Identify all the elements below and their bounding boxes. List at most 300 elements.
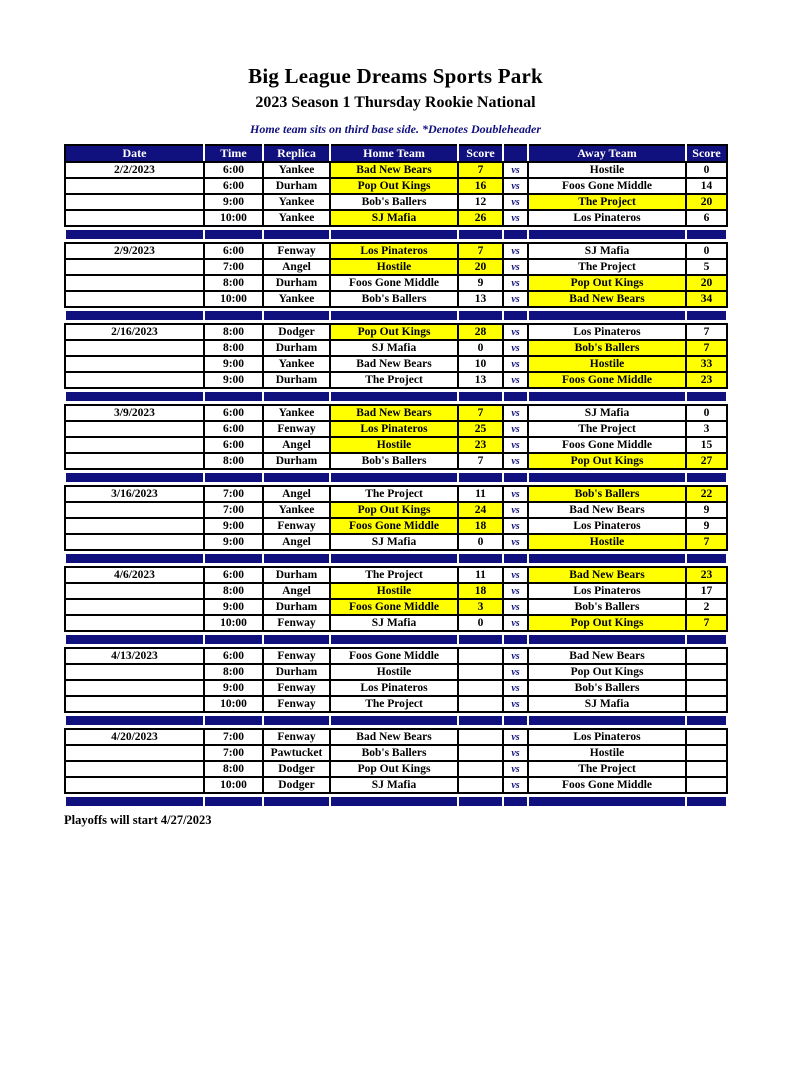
separator-bar bbox=[331, 554, 457, 563]
game-row bbox=[65, 583, 727, 599]
home-team-cell: Hostile bbox=[330, 259, 458, 275]
separator-row bbox=[65, 469, 727, 486]
away-team-cell: Bad New Bears bbox=[528, 291, 686, 307]
home-score-cell: 12 bbox=[458, 194, 503, 210]
home-team-cell: Bad New Bears bbox=[330, 729, 458, 745]
separator-bar bbox=[459, 554, 502, 563]
separator-row bbox=[65, 712, 727, 729]
header-vs bbox=[503, 145, 528, 162]
date-cell bbox=[65, 259, 204, 275]
date-cell bbox=[65, 502, 204, 518]
separator-cell bbox=[204, 631, 263, 648]
away-team-cell: Los Pinateros bbox=[528, 583, 686, 599]
separator-bar bbox=[504, 392, 527, 401]
schedule-table bbox=[64, 144, 728, 809]
home-team-cell: Foos Gone Middle bbox=[330, 518, 458, 534]
home-score-cell bbox=[458, 729, 503, 745]
vs-cell: vs bbox=[503, 583, 528, 599]
separator-cell bbox=[65, 307, 204, 324]
away-team-cell: Hostile bbox=[528, 534, 686, 550]
date-cell: 3/9/2023 bbox=[65, 405, 204, 421]
away-score-cell: 27 bbox=[686, 453, 727, 469]
date-cell bbox=[65, 194, 204, 210]
date-cell: 4/6/2023 bbox=[65, 567, 204, 583]
separator-bar bbox=[264, 473, 329, 482]
separator-bar bbox=[264, 635, 329, 644]
away-score-cell bbox=[686, 729, 727, 745]
date-cell: 4/13/2023 bbox=[65, 648, 204, 664]
home-team-cell: Los Pinateros bbox=[330, 680, 458, 696]
replica-cell: Yankee bbox=[263, 502, 330, 518]
separator-bar bbox=[205, 473, 262, 482]
home-score-cell: 24 bbox=[458, 502, 503, 518]
time-cell: 7:00 bbox=[204, 729, 263, 745]
separator-cell bbox=[204, 388, 263, 405]
separator-bar bbox=[504, 230, 527, 239]
separator-cell bbox=[263, 226, 330, 243]
separator-bar bbox=[459, 230, 502, 239]
schedule-note: Home team sits on third base side. *Denotes Doubleheader bbox=[250, 122, 541, 136]
vs-cell: vs bbox=[503, 518, 528, 534]
separator-bar bbox=[264, 554, 329, 563]
game-row bbox=[65, 729, 727, 745]
separator-bar bbox=[687, 392, 726, 401]
time-cell: 9:00 bbox=[204, 356, 263, 372]
away-team-cell: Hostile bbox=[528, 745, 686, 761]
separator-cell bbox=[686, 226, 727, 243]
date-cell bbox=[65, 615, 204, 631]
separator-cell bbox=[686, 550, 727, 567]
separator-bar bbox=[687, 797, 726, 806]
time-cell: 6:00 bbox=[204, 405, 263, 421]
away-score-cell bbox=[686, 696, 727, 712]
replica-cell: Yankee bbox=[263, 162, 330, 178]
separator-cell bbox=[528, 631, 686, 648]
home-score-cell bbox=[458, 761, 503, 777]
vs-cell: vs bbox=[503, 437, 528, 453]
time-cell: 8:00 bbox=[204, 761, 263, 777]
away-team-cell: Pop Out Kings bbox=[528, 664, 686, 680]
home-team-cell: Hostile bbox=[330, 583, 458, 599]
away-team-cell: SJ Mafia bbox=[528, 405, 686, 421]
separator-bar bbox=[331, 716, 457, 725]
date-cell bbox=[65, 356, 204, 372]
away-team-cell: Foos Gone Middle bbox=[528, 777, 686, 793]
away-score-cell: 7 bbox=[686, 340, 727, 356]
separator-bar bbox=[66, 473, 203, 482]
game-row bbox=[65, 502, 727, 518]
home-team-cell: SJ Mafia bbox=[330, 777, 458, 793]
home-team-cell: Bad New Bears bbox=[330, 405, 458, 421]
replica-cell: Dodger bbox=[263, 761, 330, 777]
vs-cell: vs bbox=[503, 599, 528, 615]
away-team-cell: Bob's Ballers bbox=[528, 486, 686, 502]
home-score-cell: 13 bbox=[458, 291, 503, 307]
away-score-cell: 34 bbox=[686, 291, 727, 307]
away-team-cell: Bad New Bears bbox=[528, 567, 686, 583]
away-score-cell: 7 bbox=[686, 534, 727, 550]
separator-bar bbox=[205, 716, 262, 725]
separator-bar bbox=[687, 716, 726, 725]
game-row bbox=[65, 210, 727, 226]
separator-cell bbox=[330, 388, 458, 405]
home-score-cell bbox=[458, 680, 503, 696]
vs-cell: vs bbox=[503, 356, 528, 372]
vs-cell: vs bbox=[503, 405, 528, 421]
separator-bar bbox=[331, 797, 457, 806]
game-row bbox=[65, 486, 727, 502]
separator-cell bbox=[65, 226, 204, 243]
away-score-cell bbox=[686, 745, 727, 761]
away-score-cell bbox=[686, 777, 727, 793]
home-score-cell: 23 bbox=[458, 437, 503, 453]
vs-cell: vs bbox=[503, 648, 528, 664]
game-row bbox=[65, 696, 727, 712]
date-cell bbox=[65, 340, 204, 356]
away-score-cell: 22 bbox=[686, 486, 727, 502]
separator-cell bbox=[528, 793, 686, 809]
home-team-cell: The Project bbox=[330, 567, 458, 583]
game-row bbox=[65, 453, 727, 469]
away-score-cell bbox=[686, 648, 727, 664]
date-cell bbox=[65, 761, 204, 777]
separator-cell bbox=[65, 631, 204, 648]
date-cell bbox=[65, 210, 204, 226]
separator-cell bbox=[458, 226, 503, 243]
away-team-cell: Foos Gone Middle bbox=[528, 178, 686, 194]
game-row bbox=[65, 405, 727, 421]
home-score-cell: 11 bbox=[458, 567, 503, 583]
home-score-cell bbox=[458, 777, 503, 793]
replica-cell: Pawtucket bbox=[263, 745, 330, 761]
game-row bbox=[65, 194, 727, 210]
time-cell: 6:00 bbox=[204, 421, 263, 437]
vs-cell: vs bbox=[503, 259, 528, 275]
date-cell bbox=[65, 534, 204, 550]
separator-cell bbox=[528, 388, 686, 405]
header-time: Time bbox=[204, 145, 263, 162]
vs-cell: vs bbox=[503, 324, 528, 340]
home-team-cell: Los Pinateros bbox=[330, 243, 458, 259]
replica-cell: Fenway bbox=[263, 615, 330, 631]
away-team-cell: Bad New Bears bbox=[528, 648, 686, 664]
away-team-cell: SJ Mafia bbox=[528, 696, 686, 712]
vs-cell: vs bbox=[503, 372, 528, 388]
time-cell: 6:00 bbox=[204, 243, 263, 259]
date-cell bbox=[65, 680, 204, 696]
home-team-cell: Pop Out Kings bbox=[330, 502, 458, 518]
home-score-cell bbox=[458, 664, 503, 680]
game-row bbox=[65, 340, 727, 356]
separator-bar bbox=[205, 797, 262, 806]
replica-cell: Durham bbox=[263, 340, 330, 356]
separator-bar bbox=[529, 716, 685, 725]
vs-cell: vs bbox=[503, 210, 528, 226]
game-row bbox=[65, 178, 727, 194]
away-team-cell: Foos Gone Middle bbox=[528, 437, 686, 453]
separator-cell bbox=[263, 712, 330, 729]
home-team-cell: Bob's Ballers bbox=[330, 745, 458, 761]
home-team-cell: SJ Mafia bbox=[330, 340, 458, 356]
away-score-cell: 7 bbox=[686, 324, 727, 340]
separator-cell bbox=[330, 793, 458, 809]
game-row bbox=[65, 761, 727, 777]
separator-bar bbox=[66, 230, 203, 239]
home-score-cell: 25 bbox=[458, 421, 503, 437]
away-score-cell: 17 bbox=[686, 583, 727, 599]
game-row bbox=[65, 615, 727, 631]
separator-bar bbox=[66, 311, 203, 320]
separator-cell bbox=[458, 388, 503, 405]
home-score-cell bbox=[458, 696, 503, 712]
vs-cell: vs bbox=[503, 729, 528, 745]
separator-cell bbox=[204, 226, 263, 243]
time-cell: 6:00 bbox=[204, 648, 263, 664]
separator-bar bbox=[504, 473, 527, 482]
separator-cell bbox=[263, 307, 330, 324]
vs-cell: vs bbox=[503, 745, 528, 761]
home-score-cell: 18 bbox=[458, 583, 503, 599]
away-score-cell: 5 bbox=[686, 259, 727, 275]
separator-bar bbox=[504, 797, 527, 806]
time-cell: 8:00 bbox=[204, 664, 263, 680]
away-team-cell: Pop Out Kings bbox=[528, 453, 686, 469]
home-team-cell: The Project bbox=[330, 486, 458, 502]
replica-cell: Yankee bbox=[263, 291, 330, 307]
page-title: Big League Dreams Sports Park bbox=[248, 64, 543, 88]
separator-bar bbox=[205, 392, 262, 401]
away-score-cell: 0 bbox=[686, 243, 727, 259]
replica-cell: Fenway bbox=[263, 518, 330, 534]
date-cell bbox=[65, 421, 204, 437]
separator-cell bbox=[204, 793, 263, 809]
home-team-cell: Pop Out Kings bbox=[330, 324, 458, 340]
home-score-cell: 7 bbox=[458, 453, 503, 469]
vs-cell: vs bbox=[503, 761, 528, 777]
away-score-cell: 20 bbox=[686, 275, 727, 291]
replica-cell: Fenway bbox=[263, 729, 330, 745]
separator-cell bbox=[503, 550, 528, 567]
home-score-cell: 16 bbox=[458, 178, 503, 194]
away-score-cell: 0 bbox=[686, 405, 727, 421]
away-score-cell: 7 bbox=[686, 615, 727, 631]
away-score-cell: 3 bbox=[686, 421, 727, 437]
away-score-cell: 6 bbox=[686, 210, 727, 226]
away-score-cell: 2 bbox=[686, 599, 727, 615]
time-cell: 7:00 bbox=[204, 486, 263, 502]
vs-cell: vs bbox=[503, 777, 528, 793]
separator-cell bbox=[330, 307, 458, 324]
replica-cell: Durham bbox=[263, 599, 330, 615]
separator-cell bbox=[204, 469, 263, 486]
away-score-cell: 33 bbox=[686, 356, 727, 372]
game-row bbox=[65, 275, 727, 291]
replica-cell: Yankee bbox=[263, 194, 330, 210]
replica-cell: Fenway bbox=[263, 680, 330, 696]
separator-bar bbox=[504, 311, 527, 320]
game-row bbox=[65, 745, 727, 761]
separator-cell bbox=[263, 631, 330, 648]
time-cell: 9:00 bbox=[204, 194, 263, 210]
date-cell: 2/16/2023 bbox=[65, 324, 204, 340]
separator-row bbox=[65, 631, 727, 648]
separator-cell bbox=[65, 469, 204, 486]
replica-cell: Angel bbox=[263, 583, 330, 599]
replica-cell: Dodger bbox=[263, 324, 330, 340]
game-row bbox=[65, 259, 727, 275]
separator-bar bbox=[459, 311, 502, 320]
home-team-cell: Hostile bbox=[330, 437, 458, 453]
date-cell bbox=[65, 518, 204, 534]
home-score-cell bbox=[458, 745, 503, 761]
separator-cell bbox=[65, 550, 204, 567]
home-score-cell: 7 bbox=[458, 243, 503, 259]
separator-bar bbox=[529, 635, 685, 644]
separator-cell bbox=[686, 793, 727, 809]
time-cell: 10:00 bbox=[204, 291, 263, 307]
separator-bar bbox=[205, 311, 262, 320]
game-row bbox=[65, 777, 727, 793]
separator-cell bbox=[65, 712, 204, 729]
separator-bar bbox=[504, 554, 527, 563]
header-row bbox=[65, 145, 727, 162]
separator-bar bbox=[331, 392, 457, 401]
separator-cell bbox=[458, 550, 503, 567]
vs-cell: vs bbox=[503, 421, 528, 437]
replica-cell: Durham bbox=[263, 178, 330, 194]
replica-cell: Yankee bbox=[263, 405, 330, 421]
home-team-cell: Bob's Ballers bbox=[330, 194, 458, 210]
separator-cell bbox=[503, 388, 528, 405]
home-score-cell: 0 bbox=[458, 340, 503, 356]
header-date: Date bbox=[65, 145, 204, 162]
game-row bbox=[65, 421, 727, 437]
away-score-cell: 23 bbox=[686, 567, 727, 583]
replica-cell: Fenway bbox=[263, 243, 330, 259]
separator-cell bbox=[330, 712, 458, 729]
separator-bar bbox=[459, 392, 502, 401]
vs-cell: vs bbox=[503, 194, 528, 210]
replica-cell: Durham bbox=[263, 372, 330, 388]
page-subtitle: 2023 Season 1 Thursday Rookie National bbox=[255, 94, 536, 111]
playoffs-note: Playoffs will start 4/27/2023 bbox=[64, 813, 212, 827]
separator-cell bbox=[263, 793, 330, 809]
separator-cell bbox=[330, 631, 458, 648]
away-team-cell: The Project bbox=[528, 421, 686, 437]
time-cell: 8:00 bbox=[204, 453, 263, 469]
separator-cell bbox=[686, 712, 727, 729]
separator-cell bbox=[458, 712, 503, 729]
away-team-cell: Bob's Ballers bbox=[528, 599, 686, 615]
home-score-cell: 3 bbox=[458, 599, 503, 615]
separator-bar bbox=[459, 797, 502, 806]
away-score-cell: 0 bbox=[686, 162, 727, 178]
separator-row bbox=[65, 793, 727, 809]
separator-bar bbox=[205, 230, 262, 239]
time-cell: 9:00 bbox=[204, 372, 263, 388]
time-cell: 9:00 bbox=[204, 680, 263, 696]
separator-cell bbox=[330, 469, 458, 486]
separator-cell bbox=[204, 307, 263, 324]
home-team-cell: The Project bbox=[330, 696, 458, 712]
vs-cell: vs bbox=[503, 664, 528, 680]
vs-cell: vs bbox=[503, 486, 528, 502]
time-cell: 6:00 bbox=[204, 162, 263, 178]
time-cell: 10:00 bbox=[204, 696, 263, 712]
date-cell bbox=[65, 275, 204, 291]
home-team-cell: Los Pinateros bbox=[330, 421, 458, 437]
separator-bar bbox=[529, 230, 685, 239]
vs-cell: vs bbox=[503, 291, 528, 307]
home-team-cell: Foos Gone Middle bbox=[330, 599, 458, 615]
separator-bar bbox=[504, 716, 527, 725]
replica-cell: Angel bbox=[263, 486, 330, 502]
date-cell: 2/9/2023 bbox=[65, 243, 204, 259]
separator-cell bbox=[263, 469, 330, 486]
replica-cell: Yankee bbox=[263, 210, 330, 226]
separator-bar bbox=[687, 635, 726, 644]
separator-bar bbox=[529, 554, 685, 563]
separator-cell bbox=[330, 550, 458, 567]
replica-cell: Durham bbox=[263, 453, 330, 469]
away-score-cell: 15 bbox=[686, 437, 727, 453]
separator-bar bbox=[687, 554, 726, 563]
separator-cell bbox=[686, 631, 727, 648]
separator-cell bbox=[503, 712, 528, 729]
date-cell bbox=[65, 291, 204, 307]
game-row bbox=[65, 437, 727, 453]
vs-cell: vs bbox=[503, 453, 528, 469]
away-team-cell: Foos Gone Middle bbox=[528, 372, 686, 388]
separator-cell bbox=[686, 469, 727, 486]
separator-cell bbox=[65, 793, 204, 809]
date-cell bbox=[65, 372, 204, 388]
away-team-cell: Bob's Ballers bbox=[528, 340, 686, 356]
home-score-cell: 9 bbox=[458, 275, 503, 291]
home-score-cell: 11 bbox=[458, 486, 503, 502]
replica-cell: Angel bbox=[263, 259, 330, 275]
date-cell bbox=[65, 178, 204, 194]
separator-cell bbox=[65, 388, 204, 405]
away-team-cell: The Project bbox=[528, 194, 686, 210]
separator-cell bbox=[686, 388, 727, 405]
separator-bar bbox=[529, 311, 685, 320]
replica-cell: Fenway bbox=[263, 421, 330, 437]
home-team-cell: Bad New Bears bbox=[330, 356, 458, 372]
separator-bar bbox=[66, 554, 203, 563]
time-cell: 6:00 bbox=[204, 178, 263, 194]
away-score-cell: 9 bbox=[686, 502, 727, 518]
separator-bar bbox=[66, 392, 203, 401]
away-score-cell: 23 bbox=[686, 372, 727, 388]
separator-cell bbox=[458, 793, 503, 809]
separator-bar bbox=[205, 635, 262, 644]
away-score-cell: 20 bbox=[686, 194, 727, 210]
away-team-cell: The Project bbox=[528, 761, 686, 777]
separator-row bbox=[65, 307, 727, 324]
time-cell: 9:00 bbox=[204, 534, 263, 550]
separator-cell bbox=[458, 631, 503, 648]
time-cell: 6:00 bbox=[204, 567, 263, 583]
date-cell bbox=[65, 583, 204, 599]
separator-row bbox=[65, 550, 727, 567]
vs-cell: vs bbox=[503, 534, 528, 550]
separator-bar bbox=[687, 311, 726, 320]
game-row bbox=[65, 518, 727, 534]
home-team-cell: Bad New Bears bbox=[330, 162, 458, 178]
vs-cell: vs bbox=[503, 567, 528, 583]
separator-bar bbox=[331, 635, 457, 644]
